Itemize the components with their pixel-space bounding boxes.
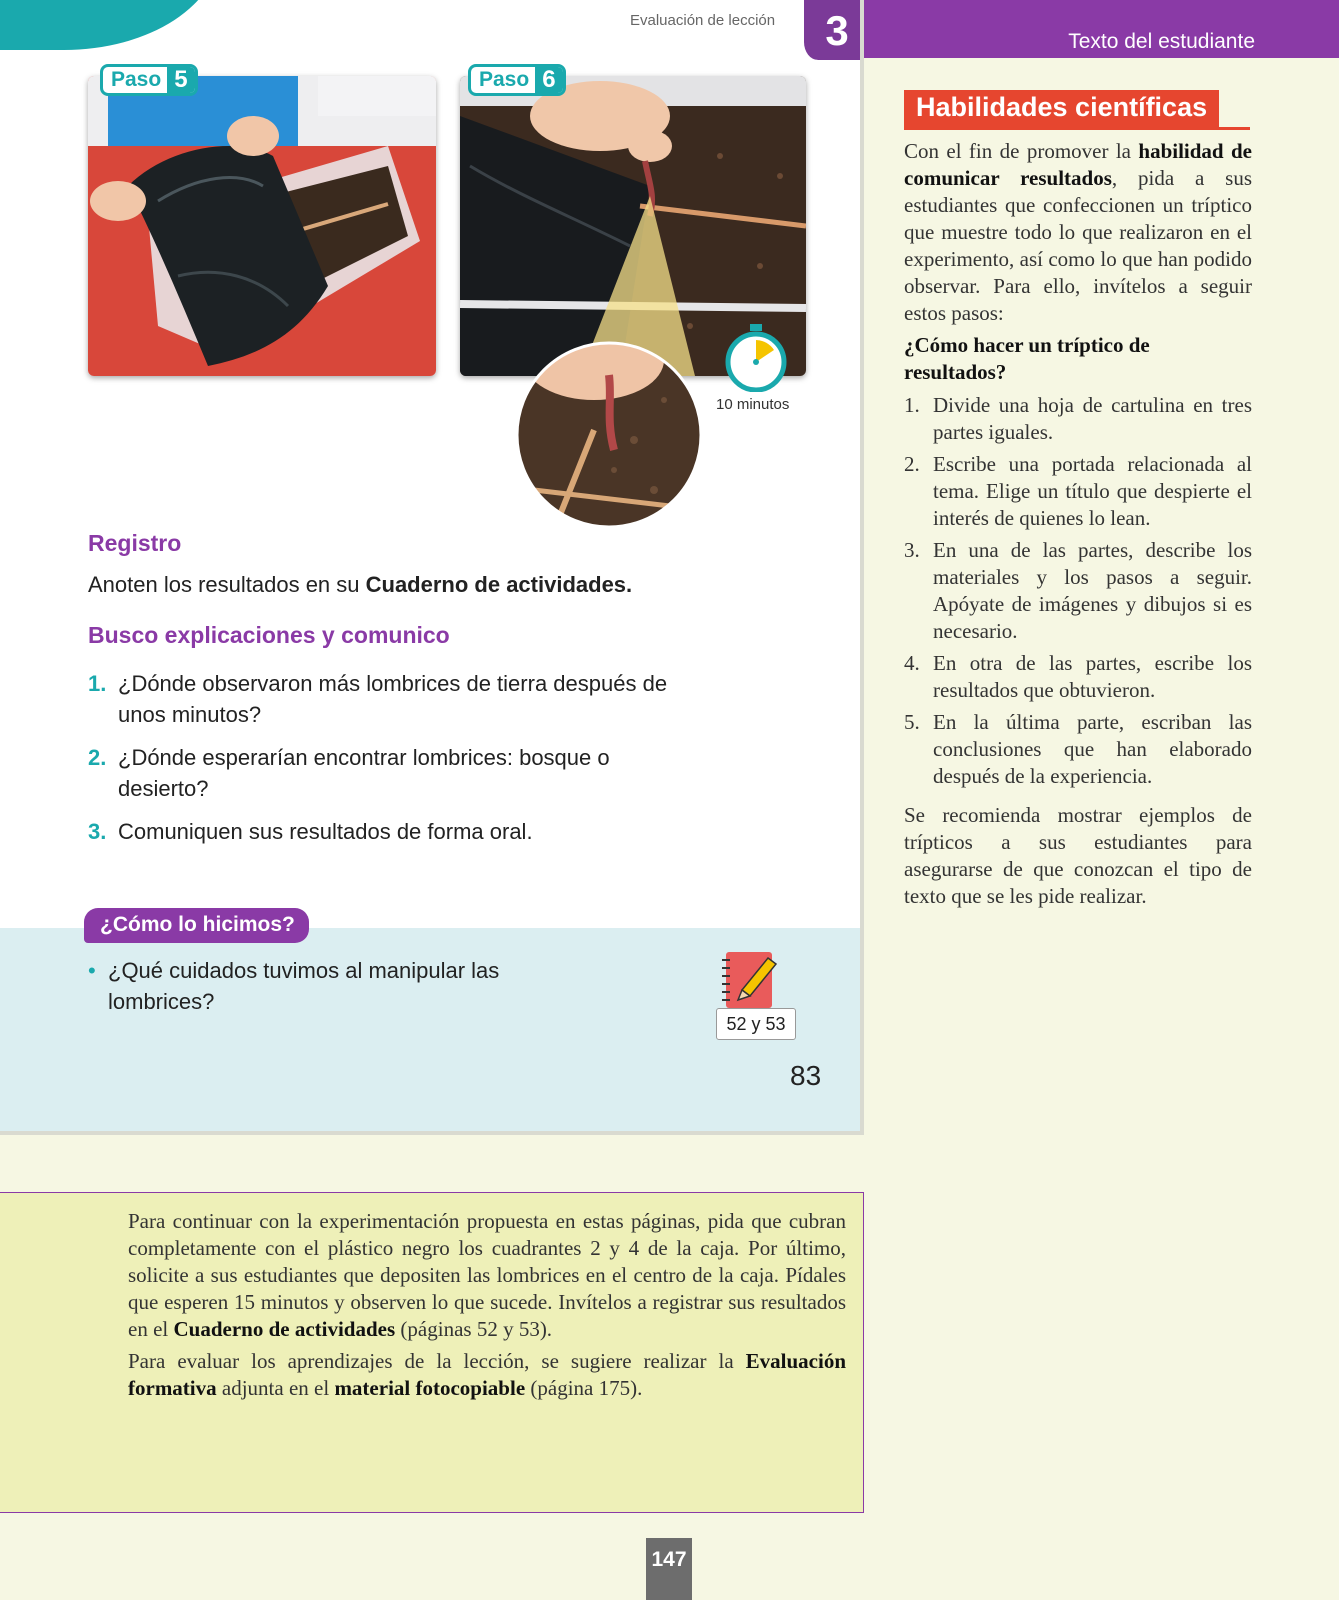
note1-text-1: Para continuar con la experimentación propuesta en estas páginas, pida que cubran completamente con el plástico negro los cuadrantes 2 y 4 de la caja. Por último, solicite a sus estudiantes que depositen las lombrices en el centro de la caja. Pídales que esperen 15 minutos y observen lo que sucede. Invítelos a registrar sus resultados en el xyxy=(128,1209,846,1341)
triptico-subheading: ¿Cómo hacer un tríptico de resultados? xyxy=(904,333,1150,384)
intro-text-2: , pida a sus estudiantes que confeccionen un tríptico que muestre todo lo que realizaron en el experimento, así como lo que han podido observar. Para ello, invítelos a seguir estos pasos: xyxy=(904,166,1252,325)
habilidades-intro xyxy=(904,138,1252,327)
note1-text-2: (páginas 52 y 53). xyxy=(395,1317,553,1341)
note2-bold-1: Evaluación formativa xyxy=(128,1349,846,1400)
step-text: En otra de las partes, escribe los resultados que obtuvieron. xyxy=(933,651,1252,702)
step-number: 2. xyxy=(904,452,920,476)
step6-word: Paso xyxy=(479,68,530,91)
student-page-number: 83 xyxy=(790,1060,822,1091)
question-item xyxy=(88,668,708,730)
bullet-icon: • xyxy=(88,958,96,983)
student-page xyxy=(0,0,864,1135)
note2-text-1: Para evaluar los aprendizajes de la lección, se sugiere realizar la xyxy=(128,1349,746,1373)
step-text: Escribe una portada relacionada al tema. Elige un título que despierte el interés de quienes lo lean. xyxy=(933,452,1252,530)
busco-heading: Busco explicaciones y comunico xyxy=(88,622,450,648)
note1-bold-1: Cuaderno de actividades xyxy=(173,1317,396,1341)
list-item xyxy=(904,451,1252,532)
step5-word: Paso xyxy=(111,68,162,91)
notebook-pages-label: 52 y 53 xyxy=(716,1008,796,1040)
right-header-label: Texto del estudiante xyxy=(1068,30,1255,53)
question-text: Comuniquen sus resultados de forma oral. xyxy=(118,819,533,844)
step-number: 5. xyxy=(904,710,920,734)
registro-text-prefix: Anoten los resultados en su xyxy=(88,572,366,597)
teacher-note-paragraph-1 xyxy=(128,1208,846,1343)
teal-corner-decoration xyxy=(0,0,220,50)
lesson-number-tab: 3 xyxy=(800,0,864,60)
question-number: 1. xyxy=(88,671,107,696)
triptico-steps-list xyxy=(904,392,1252,795)
habilidades-heading-box xyxy=(904,90,1250,130)
habilidades-title: Habilidades científicas xyxy=(904,90,1219,127)
registro-heading: Registro xyxy=(88,530,182,556)
list-item xyxy=(904,537,1252,645)
list-item xyxy=(904,392,1252,446)
intro-bold-1: habilidad de comunicar resultados xyxy=(904,139,1252,190)
step6-number: 6 xyxy=(535,67,562,93)
note2-bold-2: material fotocopiable xyxy=(334,1376,526,1400)
note2-text-2: adjunta en el xyxy=(216,1376,335,1400)
question-item xyxy=(88,742,648,804)
question-text: ¿Dónde esperarían encontrar lombrices: bosque o desierto? xyxy=(118,745,610,801)
right-header-bar xyxy=(864,0,1339,58)
triptico-closing: Se recomienda mostrar ejemplos de trípticos a sus estudiantes para asegurarse de que conozcan el tipo de texto que se les pide realizar. xyxy=(904,803,1252,908)
intro-text-1: Con el fin de promover la xyxy=(904,139,1139,163)
list-item xyxy=(904,650,1252,704)
step-number: 3. xyxy=(904,538,920,562)
registro-text xyxy=(88,569,632,600)
step-number: 1. xyxy=(904,393,920,417)
guide-page-number: 147 xyxy=(646,1538,692,1600)
step-text: En la última parte, escriban las conclusiones que han elaborado después de la experiencia. xyxy=(933,710,1252,788)
question-number: 2. xyxy=(88,745,107,770)
teacher-note-paragraph-2 xyxy=(128,1348,846,1402)
notebook-pencil-icon xyxy=(716,950,780,1012)
como-lo-hicimos-label: ¿Cómo lo hicimos? xyxy=(84,908,309,943)
step5-number: 5 xyxy=(167,67,194,93)
timer-label: 10 minutos xyxy=(716,396,790,413)
note2-text-3: (página 175). xyxy=(525,1376,643,1400)
question-item xyxy=(88,816,708,847)
worm-zoom-circle xyxy=(514,340,704,530)
step-text: En una de las partes, describe los materiales y los pasos a seguir. Apóyate de imágenes y dibujos si es necesario. xyxy=(933,538,1252,643)
question-text: ¿Dónde observaron más lombrices de tierra después de unos minutos? xyxy=(118,671,668,727)
step5-photo xyxy=(88,76,436,376)
step6-badge xyxy=(468,64,566,96)
registro-text-bold: Cuaderno de actividades. xyxy=(365,572,633,597)
list-item xyxy=(904,709,1252,790)
question-number: 3. xyxy=(88,819,107,844)
reflection-question-text: ¿Qué cuidados tuvimos al manipular las lombrices? xyxy=(108,958,500,1014)
step-number: 4. xyxy=(904,651,920,675)
step-text: Divide una hoja de cartulina en tres partes iguales. xyxy=(933,393,1252,444)
reflection-question xyxy=(88,955,548,1017)
section-label: Evaluación de lección xyxy=(630,12,776,29)
step5-badge xyxy=(100,64,198,96)
stopwatch-icon xyxy=(724,324,788,392)
